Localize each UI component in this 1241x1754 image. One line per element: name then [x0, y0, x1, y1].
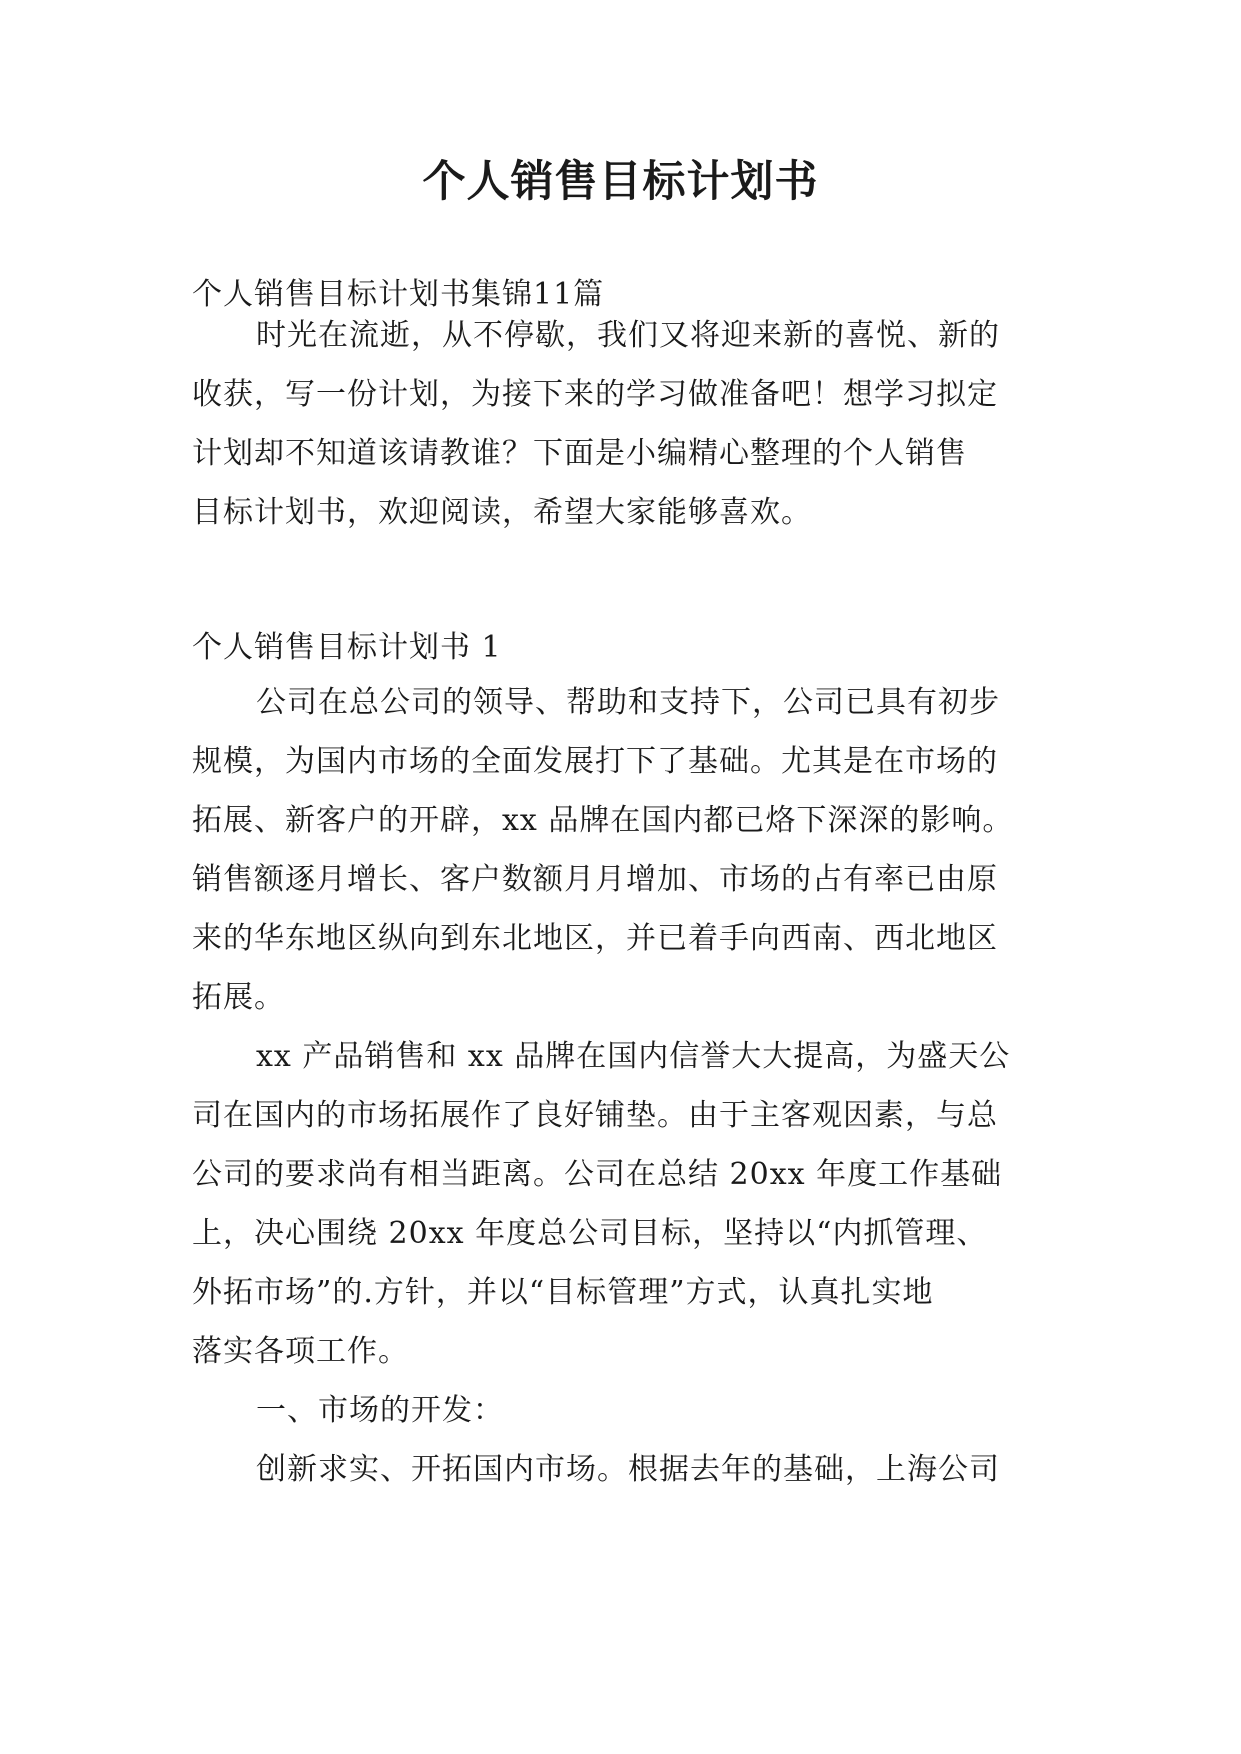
collection-heading-text: 个人销售目标计划书集锦11篇 [192, 277, 605, 312]
subheading-text: 一、市场的开发： [256, 1393, 504, 1428]
subheading-market-development [192, 1381, 1052, 1440]
text-line: 落实各项工作。 [192, 1334, 409, 1369]
text-line: 来的华东地区纵向到东北地区，并已着手向西南、西北地区 [192, 921, 998, 956]
text-line: 销售额逐月增长、客户数额月月增加、市场的占有率已由原 [192, 862, 998, 897]
paragraph-3 [192, 1440, 1052, 1499]
text-line: 公司在总公司的领导、帮助和支持下，公司已具有初步 [256, 685, 1000, 720]
paragraph-2 [192, 1027, 1052, 1381]
text-line: 拓展、新客户的开辟，xx 品牌在国内都已烙下深深的影响。 [192, 803, 1014, 838]
text-line: 外拓市场”的.方针，并以“目标管理”方式，认真扎实地 [192, 1275, 934, 1310]
text-line: 创新求实、开拓国内市场。根据去年的基础，上海公司 [256, 1452, 1000, 1487]
intro-paragraph [192, 306, 1052, 542]
text-line: 时光在流逝，从不停歇，我们又将迎来新的喜悦、新的 [256, 318, 1000, 353]
text-line: 公司的要求尚有相当距离。公司在总结 20xx 年度工作基础 [192, 1157, 1003, 1192]
text-line: xx 产品销售和 xx 品牌在国内信誉大大提高，为盛天公 [256, 1039, 1011, 1074]
text-line: 计划却不知道该请教谁？下面是小编精心整理的个人销售 [192, 436, 967, 471]
text-line: 上，决心围绕 20xx 年度总公司目标，坚持以“内抓管理、 [192, 1216, 988, 1251]
text-line: 规模，为国内市场的全面发展打下了基础。尤其是在市场的 [192, 744, 998, 779]
paragraph-1 [192, 673, 1052, 1027]
section-heading-text: 个人销售目标计划书 1 [192, 630, 502, 665]
text-line: 司在国内的市场拓展作了良好铺垫。由于主客观因素，与总 [192, 1098, 998, 1133]
section-heading [192, 618, 1052, 677]
text-line: 目标计划书，欢迎阅读，希望大家能够喜欢。 [192, 495, 812, 530]
text-line: 收获，写一份计划，为接下来的学习做准备吧！想学习拟定 [192, 377, 998, 412]
text-line: 拓展。 [192, 980, 285, 1015]
document-title: 个人销售目标计划书 [422, 157, 819, 207]
